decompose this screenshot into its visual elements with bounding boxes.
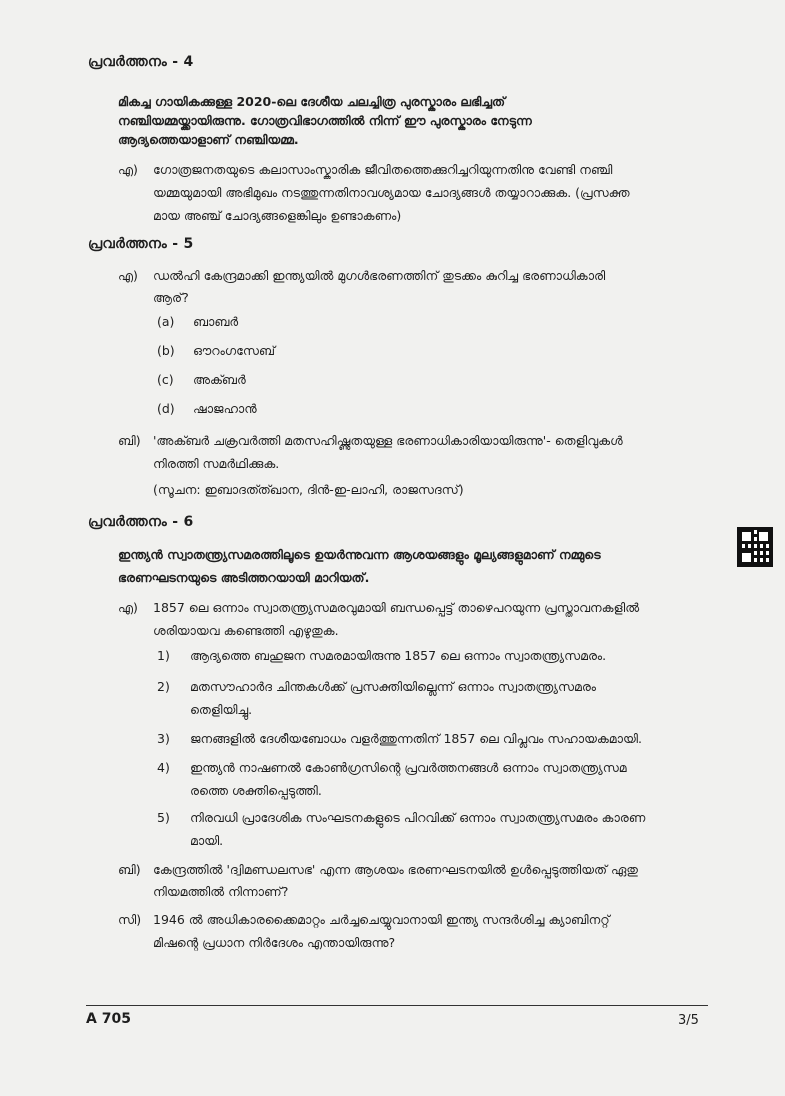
activity-4-intro-line-2: നഞ്ചിയമ്മയ്ക്കായിരുന്നു. ഗോത്രവിഭാഗത്തിൽ നിന്ന് ഈ പുരസ്കാരം നേടുന്ന [118,113,532,128]
paper-code: A 705 [86,1011,131,1027]
option-d-text: ഷാജഹാൻ [193,401,257,416]
statement-2-line-2: തെളിയിച്ചു. [190,702,253,717]
option-d-label: (d) [157,401,175,416]
activity-5-question-a-line-2: ആര്? [153,290,189,305]
statement-2-line-1: മതസൗഹാർദ ചിന്തകൾക്ക് പ്രസക്തിയില്ലെന്ന് ഒന്നാം സ്വാതന്ത്ര്യസമരം [190,679,597,694]
statement-5-number: 5) [157,810,170,825]
statement-5-line-2: മായി. [190,833,224,848]
statement-5-line-1: നിരവധി പ്രാദേശിക സംഘടനകളുടെ പിറവിക്ക് ഒന്നാം സ്വാതന്ത്ര്യസമരം കാരണ [190,810,646,825]
activity-6-intro-line-2: ഭരണഘടനയുടെ അടിത്തറയായി മാറിയത്. [118,570,370,585]
activity-4-intro-line-1: മികച്ച ഗായികക്കുള്ള 2020-ലെ ദേശീയ ചലച്ചിത്ര പുരസ്കാരം ലഭിച്ചത് [118,94,506,109]
option-c-label: (c) [157,372,174,387]
activity-6-question-c-line-2: മിഷന്റെ പ്രധാന നിർദേശം എന്തായിരുന്നു? [153,935,396,950]
statement-1-line-1: ആദ്യത്തെ ബഹുജന സമരമായിരുന്നു 1857 ലെ ഒന്നാം സ്വാതന്ത്ര്യസമരം. [190,648,607,663]
activity-5-hint: (സൂചന: ഇബാദത്ത്ഖാന, ദിൻ-ഇ-ലാഹി, രാജസദസ്) [153,482,464,497]
page-number: 3/5 [678,1013,699,1028]
statement-3-number: 3) [157,731,170,746]
activity-6-question-a-line-1: 1857 ലെ ഒന്നാം സ്വാതന്ത്ര്യസമരവുമായി ബന്ധപ്പെട്ട് താഴെപറയുന്ന പ്രസ്താവനകളിൽ [153,600,640,615]
option-a-label: (a) [157,314,175,329]
activity-6-intro-line-1: ഇന്ത്യൻ സ്വാതന്ത്ര്യസമരത്തിലൂടെ ഉയർന്നുവന്ന ആശയങ്ങളും മൂല്യങ്ങളുമാണ് നമ്മുടെ [118,547,601,562]
activity-5-question-b-line-2: നിരത്തി സമർഥിക്കുക. [153,456,280,471]
activity-4-question-a-line-3: മായ അഞ്ച് ചോദ്യങ്ങളെങ്കിലും ഉണ്ടാകണം) [153,208,402,223]
option-b-label: (b) [157,343,175,358]
activity-4-question-a-line-1: ഗോത്രജനതയുടെ കലാസാംസ്കാരിക ജീവിതത്തെക്കുറിച്ചറിയുന്നതിനു വേണ്ടി നഞ്ചി [153,162,613,177]
option-b-text: ഔറംഗസേബ് [193,343,276,358]
statement-2-number: 2) [157,679,170,694]
activity-5-heading: പ്രവർത്തനം - 5 [88,236,194,252]
activity-4-question-a-label: എ) [118,162,138,177]
activity-4-question-a-line-2: യമ്മയുമായി അഭിമുഖം നടത്തുന്നതിനാവശ്യമായ ചോദ്യങ്ങൾ തയ്യാറാക്കുക. (പ്രസക്ത [153,185,630,200]
activity-6-question-b-label: ബി) [118,862,141,877]
activity-4-heading: പ്രവർത്തനം - 4 [88,54,194,70]
statement-4-line-1: ഇന്ത്യൻ നാഷണൽ കോൺഗ്രസിന്റെ പ്രവർത്തനങ്ങൾ ഒന്നാം സ്വാതന്ത്ര്യസമ [190,760,627,775]
activity-6-question-c-line-1: 1946 ൽ അധികാരക്കൈമാറ്റം ചർച്ചചെയ്യുവാനായി ഇന്ത്യ സന്ദർശിച്ച ക്യാബിനറ്റ് [153,912,610,927]
footer-divider [86,1005,708,1006]
activity-6-question-b-line-1: കേന്ദ്രത്തിൽ 'ദ്വിമണ്ഡലസഭ' എന്ന ആശയം ഭരണഘടനയിൽ ഉൾപ്പെടുത്തിയത് ഏതു [153,862,638,877]
statement-1-number: 1) [157,648,170,663]
activity-6-question-b-line-2: നിയമത്തിൽ നിന്നാണ്? [153,884,289,899]
option-a-text: ബാബർ [193,314,239,329]
activity-5-question-a-line-1: ഡൽഹി കേന്ദ്രമാക്കി ഇന്ത്യയിൽ മുഗൾഭരണത്തിന് തുടക്കം കുറിച്ച ഭരണാധികാരി [153,268,606,283]
activity-4-intro-line-3: ആദ്യത്തെയാളാണ് നഞ്ചിയമ്മ. [118,132,299,147]
statement-4-line-2: രത്തെ ശക്തിപ്പെടുത്തി. [190,783,322,798]
activity-6-question-a-label: എ) [118,600,138,615]
activity-5-question-b-label: ബി) [118,433,141,448]
activity-5-question-b-line-1: 'അക്ബർ ചക്രവർത്തി മതസഹിഷ്ണുതയുള്ള ഭരണാധികാരിയായിരുന്നു'- തെളിവുകൾ [153,433,623,448]
activity-6-question-c-label: സി) [118,912,142,927]
activity-6-question-a-line-2: ശരിയായവ കണ്ടെത്തി എഴുതുക. [153,623,339,638]
qr-code-icon [737,527,773,567]
statement-4-number: 4) [157,760,170,775]
option-c-text: അക്ബർ [193,372,246,387]
activity-6-heading: പ്രവർത്തനം - 6 [88,514,194,530]
activity-5-question-a-label: എ) [118,268,138,283]
statement-3-line-1: ജനങ്ങളിൽ ദേശീയബോധം വളർത്തുന്നതിന് 1857 ലെ വിപ്ലവം സഹായകമായി. [190,731,642,746]
